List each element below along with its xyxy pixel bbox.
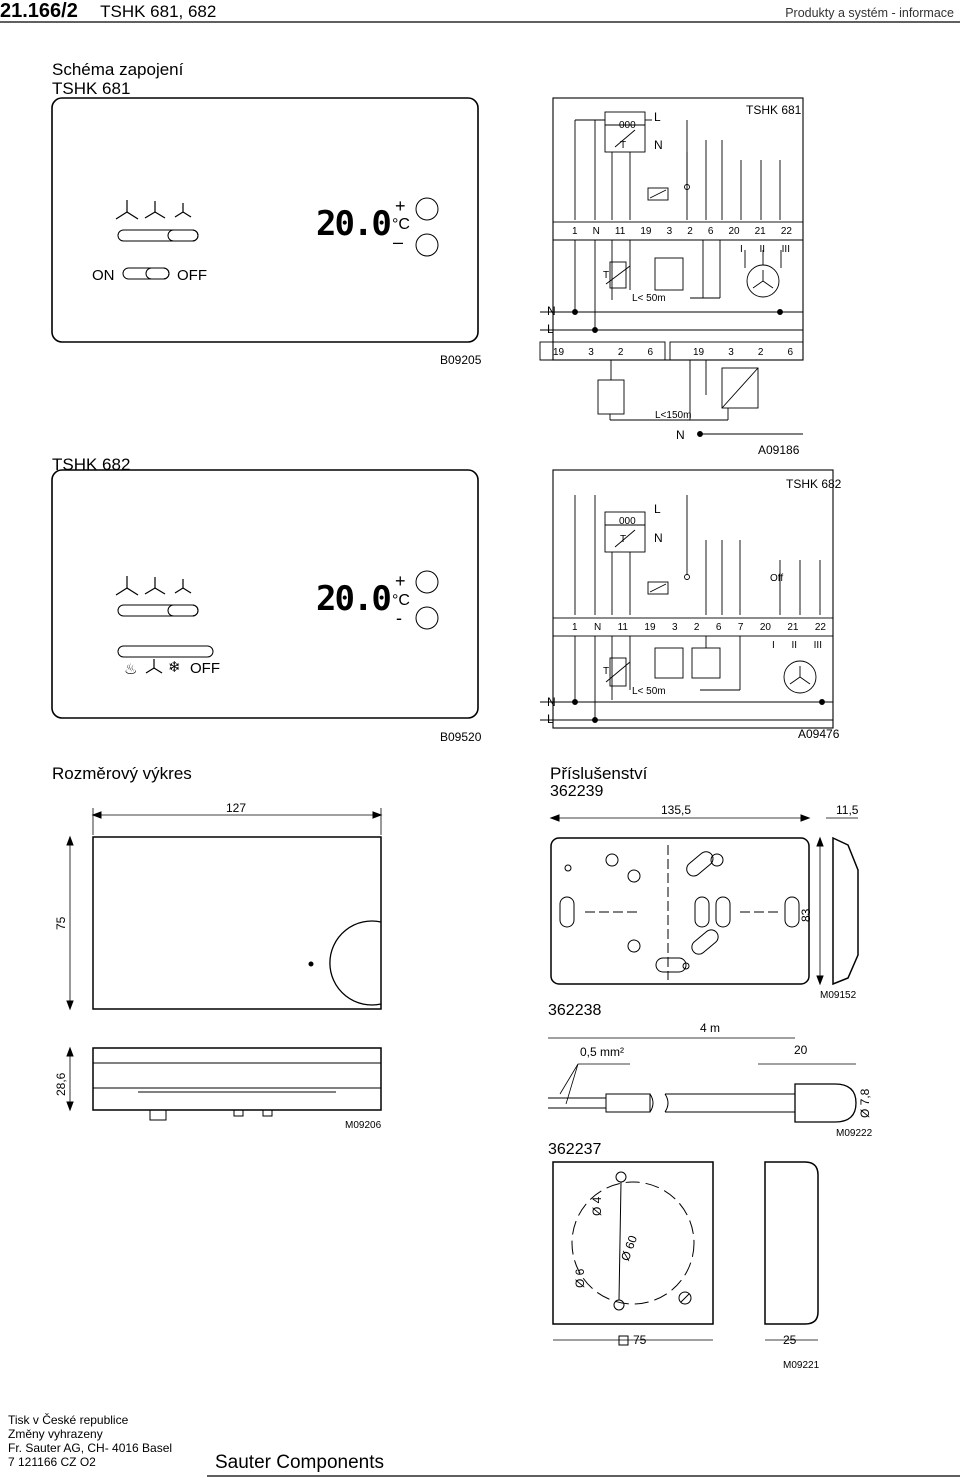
term-681-3: 3	[666, 226, 673, 237]
dim-height: 75	[54, 916, 68, 930]
lbl-L-681-bus: L	[547, 322, 554, 336]
dim-depth: 28,6	[54, 1072, 68, 1096]
lbl-L-681-top: L	[654, 110, 661, 124]
ref-681-front: B09205	[440, 353, 482, 367]
off-label-682: OFF	[190, 660, 220, 677]
minus-label-682: -	[396, 608, 402, 628]
term-681-N: N	[592, 226, 600, 237]
lbl-N-sub: N	[676, 428, 685, 442]
tshk682-front	[52, 470, 478, 718]
model-681-label: TSHK 681	[52, 79, 131, 98]
speed-I-681: I	[740, 244, 743, 255]
off-label-681: OFF	[177, 267, 207, 284]
term-682-20: 20	[759, 622, 771, 633]
term-682-19: 19	[644, 622, 656, 633]
lbl-000-682: 000	[619, 516, 636, 527]
footer-line-2: Změny vyhrazeny	[8, 1427, 103, 1441]
on-label: ON	[92, 267, 115, 284]
part-362238: 362238	[548, 1002, 602, 1019]
term-681-1: 1	[572, 226, 578, 237]
sub-b-2: 2	[757, 347, 764, 358]
dimension-drawing	[67, 808, 381, 1120]
tshk681-schematic	[540, 98, 803, 437]
sub-b-6: 6	[787, 347, 793, 358]
temp-display-682: 20.0	[316, 579, 390, 619]
accessory-362237-drawing	[553, 1162, 818, 1345]
unit-label-681: °C	[392, 216, 410, 233]
part-362239: 362239	[550, 783, 604, 800]
term-682-11: 11	[617, 622, 628, 633]
sub-terms-b	[693, 347, 793, 358]
sub-a-6: 6	[647, 347, 653, 358]
term-681-2: 2	[687, 226, 693, 237]
lbl-L-682-top: L	[654, 502, 661, 516]
tshk682-schematic	[540, 470, 833, 728]
model-682-label: TSHK 682	[52, 455, 131, 474]
sub-a-3: 3	[588, 347, 594, 358]
lbl-T-681-sensor: T	[603, 270, 610, 281]
sub-a-19: 19	[553, 347, 565, 358]
ref-682-schem: A09476	[798, 727, 840, 741]
term-681-6: 6	[707, 226, 714, 237]
term-682-N: N	[593, 622, 602, 633]
speed-II-681: II	[759, 244, 765, 255]
term-681-11: 11	[614, 226, 626, 237]
part-2-tip: 20	[794, 1043, 808, 1057]
term-681-19: 19	[640, 226, 652, 237]
product-name: TSHK 681, 682	[100, 2, 217, 21]
brand-name: Sauter Components	[215, 1452, 384, 1473]
minus-label-681: –	[393, 232, 404, 252]
ref-682-front: B09520	[440, 730, 482, 744]
speed-row-682	[772, 640, 822, 651]
part-2-diam: Ø 7,8	[858, 1088, 872, 1118]
lbl-T-682: T	[620, 534, 627, 545]
term-681-20: 20	[728, 226, 740, 237]
footer-line-3: Fr. Sauter AG, CH- 4016 Basel	[8, 1441, 173, 1455]
cable-50-681: L< 50m	[632, 293, 666, 304]
speed-row-681	[740, 244, 790, 255]
term-682-3: 3	[671, 622, 678, 633]
plus-label-681: +	[395, 196, 406, 216]
term-682-21: 21	[787, 622, 799, 633]
part-2-wire: 0,5 mm²	[580, 1045, 625, 1059]
lbl-000-681: 000	[619, 120, 636, 131]
dim-ref: M09206	[345, 1120, 382, 1131]
schem-681-title: TSHK 681	[746, 103, 802, 117]
term-682-22: 22	[814, 622, 826, 633]
schem-682-title: TSHK 682	[786, 477, 842, 491]
temp-display-681: 20.0	[316, 204, 390, 244]
part-1-height: 83	[799, 908, 813, 922]
term-681-22: 22	[780, 226, 792, 237]
plus-label-682: +	[395, 571, 406, 591]
part-3-d6: Ø 6	[573, 1268, 587, 1288]
part-3-depth: 25	[783, 1333, 797, 1347]
part-3-d60: Ø 60	[618, 1233, 641, 1263]
wiring-title: Schéma zapojení	[52, 60, 184, 79]
tshk681-front	[52, 98, 478, 342]
cable-50-682: L< 50m	[632, 686, 666, 697]
lbl-L-682-bus: L	[547, 712, 554, 726]
lbl-N-682-top: N	[654, 531, 663, 545]
part-2-length: 4 m	[700, 1021, 721, 1035]
speed-III-681: III	[781, 244, 790, 255]
sub-a-2: 2	[617, 347, 624, 358]
off-switch-label: Off	[770, 573, 784, 584]
ref-681-schem: A09186	[758, 443, 800, 457]
sub-b-3: 3	[728, 347, 734, 358]
unit-label-682: °C	[392, 592, 410, 609]
cool-icon: ❄	[168, 659, 181, 676]
part-3-size: 75	[633, 1333, 647, 1347]
part-362237: 362237	[548, 1141, 602, 1158]
footer-block	[8, 1413, 172, 1469]
lbl-T-681: T	[620, 140, 627, 151]
cable-150: L<150m	[655, 410, 692, 421]
speed-III-682: III	[813, 640, 822, 651]
heat-icon: ♨	[124, 661, 138, 678]
part-1-depth: 11,5	[836, 803, 859, 817]
lbl-N-681-top: N	[654, 138, 663, 152]
term-682-2: 2	[693, 622, 700, 633]
sub-b-19: 19	[693, 347, 705, 358]
term-682-7: 7	[737, 622, 744, 633]
speed-II-682: II	[791, 640, 797, 651]
accessory-362239-drawing	[551, 815, 858, 984]
accessories-title: Příslušenství	[550, 764, 648, 783]
part-1-width: 135,5	[661, 803, 692, 817]
term-682-1: 1	[572, 622, 578, 633]
terminal-row-681	[572, 226, 792, 237]
speed-I-682: I	[772, 640, 775, 651]
sub-terms-a	[553, 347, 653, 358]
term-682-6: 6	[715, 622, 722, 633]
fan-icons-681	[116, 200, 191, 219]
part-1-ref: M09152	[820, 990, 857, 1001]
dimension-title: Rozměrový výkres	[52, 764, 192, 783]
category-label: Produkty a systém - informace	[785, 6, 954, 20]
dim-width: 127	[226, 801, 247, 815]
terminal-row-682	[572, 622, 826, 633]
part-2-ref: M09222	[836, 1128, 873, 1139]
lbl-T-682-sensor: T	[603, 666, 610, 677]
footer-line-4: 7 121166 CZ O2	[8, 1455, 96, 1469]
fan-slider-681	[118, 230, 198, 241]
part-3-ref: M09221	[783, 1360, 820, 1371]
lbl-N-681-bus: N	[547, 304, 556, 318]
doc-number: 21.166/2	[0, 0, 78, 22]
footer-line-1: Tisk v České republice	[8, 1413, 129, 1427]
term-681-21: 21	[754, 226, 766, 237]
lbl-N-682-bus: N	[547, 695, 556, 709]
part-3-d4: Ø 4	[590, 1196, 604, 1216]
